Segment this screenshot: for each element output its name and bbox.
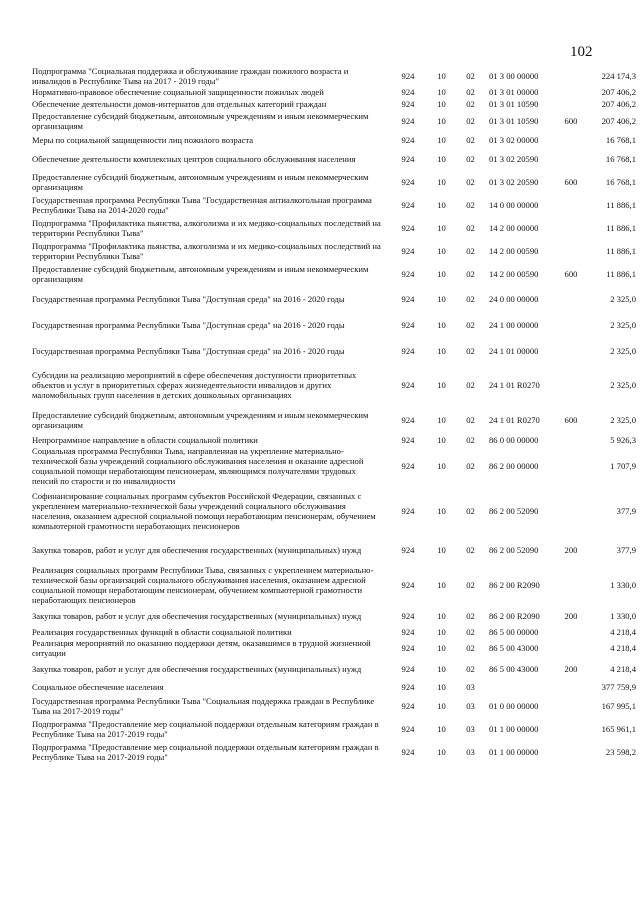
row-sum: 377,9	[616, 506, 636, 517]
row-sum: 1 330,0	[610, 611, 636, 622]
row-pr: 02	[466, 580, 475, 591]
row-sum: 224 174,3	[601, 71, 636, 82]
row-rz: 10	[437, 154, 446, 165]
row-sum: 1 330,0	[610, 580, 636, 591]
row-gr: 924	[401, 177, 415, 188]
row-pr: 02	[466, 320, 475, 331]
row-rz: 10	[437, 87, 446, 98]
row-rz: 10	[437, 200, 446, 211]
row-rz: 10	[437, 724, 446, 735]
row-vr: 600	[564, 269, 578, 280]
row-csr: 86 2 00 52090	[489, 545, 539, 556]
row-name: Государственная программа Республики Тыва "Доступная среда" на 2016 - 2020 годы	[32, 346, 345, 357]
row-vr	[559, 434, 583, 446]
row-gr: 924	[401, 346, 415, 357]
table-row	[32, 364, 636, 406]
row-gr: 924	[401, 701, 415, 712]
table-row	[32, 564, 636, 606]
row-csr: 01 0 00 00000	[489, 701, 539, 712]
row-csr: 86 2 00 R2090	[489, 611, 540, 622]
row-vr: 200	[564, 545, 578, 556]
row-sum: 4 218,4	[610, 664, 636, 675]
row-sum: 377 759,9	[601, 682, 636, 693]
row-rz: 10	[437, 415, 446, 426]
row-vr	[559, 98, 583, 110]
row-sum: 11 886,1	[606, 246, 636, 257]
row-vr	[559, 132, 583, 148]
row-rz: 10	[437, 435, 446, 446]
row-name: Предоставление субсидий бюджетным, автономным учреждениям и иным некоммерческим организациям	[32, 111, 369, 132]
row-gr: 924	[401, 682, 415, 693]
table-row	[32, 658, 636, 680]
row-rz: 10	[437, 294, 446, 305]
table-row	[32, 536, 636, 564]
row-gr: 924	[401, 246, 415, 257]
row-csr: 86 0 00 00000	[489, 435, 539, 446]
table-row	[32, 194, 636, 216]
row-vr	[559, 638, 583, 658]
row-rz: 10	[437, 545, 446, 556]
row-pr: 02	[466, 545, 475, 556]
row-sum: 11 886,1	[606, 200, 636, 211]
row-gr: 924	[401, 269, 415, 280]
row-rz: 10	[437, 506, 446, 517]
row-csr: 01 3 01 10590	[489, 99, 539, 110]
row-vr: 200	[564, 664, 578, 675]
row-vr	[559, 446, 583, 486]
table-row	[32, 740, 636, 764]
row-vr	[559, 286, 583, 312]
row-name: Предоставление субсидий бюджетным, автономным учреждениям и иным некоммерческим организациям	[32, 264, 369, 285]
row-pr: 02	[466, 506, 475, 517]
row-csr: 86 5 00 43000	[489, 643, 539, 654]
table-row	[32, 718, 636, 740]
row-csr: 01 1 00 00000	[489, 747, 539, 758]
row-csr: 01 3 01 10590	[489, 116, 539, 127]
row-rz: 10	[437, 643, 446, 654]
row-name: Предоставление субсидий бюджетным, автономным учреждениям и иным некоммерческим организациям	[32, 172, 369, 193]
row-gr: 924	[401, 99, 415, 110]
row-csr: 01 3 02 20590	[489, 177, 539, 188]
row-gr: 924	[401, 545, 415, 556]
row-csr: 01 3 01 00000	[489, 87, 539, 98]
row-pr: 02	[466, 87, 475, 98]
row-vr	[559, 148, 583, 170]
table-row	[32, 434, 636, 446]
table-row	[32, 312, 636, 338]
row-name: Социальная программа Республики Тыва, направленная на укрепление материально-технической базы учреждений социального обслуживания населения и оказание адресной социальной помощи неработающим пенсионерам, являющимся получателями трудовых пенсий по старости и по инвалидности	[32, 446, 364, 487]
row-sum: 207 406,2	[601, 87, 636, 98]
table-row	[32, 240, 636, 262]
row-sum: 1 707,9	[610, 461, 636, 472]
row-rz: 10	[437, 246, 446, 257]
row-sum: 377,9	[616, 545, 636, 556]
row-sum: 207 406,2	[601, 99, 636, 110]
table-row	[32, 338, 636, 364]
row-name: Закупка товаров, работ и услуг для обеспечения государственных (муниципальных) нужд	[32, 545, 362, 556]
row-vr: 600	[564, 415, 578, 426]
row-pr: 02	[466, 177, 475, 188]
row-rz: 10	[437, 320, 446, 331]
row-sum: 23 598,2	[605, 747, 636, 758]
row-pr: 02	[466, 246, 475, 257]
row-rz: 10	[437, 223, 446, 234]
row-pr: 02	[466, 294, 475, 305]
row-vr: 200	[564, 611, 578, 622]
row-gr: 924	[401, 415, 415, 426]
row-pr: 02	[466, 380, 475, 391]
row-pr: 02	[466, 627, 475, 638]
row-sum: 2 325,0	[610, 346, 636, 357]
table-row	[32, 606, 636, 626]
row-pr: 03	[466, 724, 475, 735]
row-pr: 02	[466, 200, 475, 211]
row-pr: 02	[466, 269, 475, 280]
row-gr: 924	[401, 380, 415, 391]
row-name: Реализация мероприятий по оказанию поддержки детям, оказавшимся в трудной жизненной ситуации	[32, 638, 371, 659]
row-sum: 2 325,0	[610, 415, 636, 426]
row-gr: 924	[401, 664, 415, 675]
row-gr: 924	[401, 87, 415, 98]
row-name: Субсидии на реализацию мероприятий в сфере обеспечения доступности приоритетных объектов и услуг в приоритетных сферах жизнедеятельности инвалидов и других маломобильных групп населения в детских дошкольных организациях	[32, 370, 357, 401]
row-name: Социальное обеспечение населения	[32, 682, 164, 693]
row-sum: 2 325,0	[610, 320, 636, 331]
row-sum: 16 768,1	[605, 177, 636, 188]
row-rz: 10	[437, 177, 446, 188]
budget-table	[32, 66, 636, 764]
row-name: Предоставление субсидий бюджетным, автономным учреждениям и иным некоммерческим организациям	[32, 410, 369, 431]
table-row	[32, 486, 636, 536]
row-pr: 02	[466, 611, 475, 622]
table-row	[32, 98, 636, 110]
table-row	[32, 262, 636, 286]
row-sum: 4 218,4	[610, 643, 636, 654]
row-sum: 4 218,4	[610, 627, 636, 638]
row-pr: 02	[466, 223, 475, 234]
row-name: Обеспечение деятельности домов-интернатов для отдельных категорий граждан	[32, 99, 327, 110]
row-csr: 01 3 02 00000	[489, 135, 539, 146]
row-gr: 924	[401, 435, 415, 446]
row-pr: 02	[466, 461, 475, 472]
row-csr: 86 5 00 43000	[489, 664, 539, 675]
row-gr: 924	[401, 223, 415, 234]
row-gr: 924	[401, 71, 415, 82]
row-csr: 86 5 00 00000	[489, 627, 539, 638]
table-row	[32, 638, 636, 658]
row-csr: 14 2 00 00590	[489, 269, 539, 280]
row-gr: 924	[401, 724, 415, 735]
row-sum: 16 768,1	[605, 135, 636, 146]
row-pr: 02	[466, 435, 475, 446]
row-csr: 14 2 00 00590	[489, 246, 539, 257]
table-row	[32, 286, 636, 312]
row-csr: 01 3 00 00000	[489, 71, 539, 82]
row-vr	[559, 564, 583, 606]
row-vr	[559, 486, 583, 536]
table-row	[32, 694, 636, 718]
row-rz: 10	[437, 269, 446, 280]
row-pr: 02	[466, 643, 475, 654]
row-name: Реализация государственных функций в области социальной политики	[32, 627, 292, 638]
row-gr: 924	[401, 580, 415, 591]
row-csr: 14 2 00 00000	[489, 223, 539, 234]
row-vr	[559, 86, 583, 98]
row-vr	[559, 680, 583, 694]
row-sum: 16 768,1	[605, 154, 636, 165]
table-row	[32, 148, 636, 170]
table-row	[32, 110, 636, 132]
row-name: Обеспечение деятельности комплексных центров социального обслуживания населения	[32, 154, 356, 165]
row-csr	[485, 680, 559, 694]
row-vr	[559, 740, 583, 764]
row-rz: 10	[437, 580, 446, 591]
table-row	[32, 216, 636, 240]
row-rz: 10	[437, 99, 446, 110]
row-name: Подпрограмма "Предоставление мер социальной поддержки отдельным категориям граждан в Республике Тыва на 2017-2019 годы"	[32, 742, 379, 763]
row-vr	[559, 312, 583, 338]
row-vr: 600	[564, 177, 578, 188]
row-rz: 10	[437, 135, 446, 146]
row-gr: 924	[401, 627, 415, 638]
row-pr: 03	[466, 701, 475, 712]
table-row	[32, 446, 636, 486]
row-pr: 02	[466, 664, 475, 675]
row-csr: 01 1 00 00000	[489, 724, 539, 735]
row-gr: 924	[401, 294, 415, 305]
row-name: Государственная программа Республики Тыва "Государственная антиалкогольная программа Республики Тыва на 2014-2020 годы"	[32, 195, 372, 216]
row-name: Софинансирование социальных программ субъектов Российской Федерации, связанных с укреплением материально-технической базы учреждений социального обслуживания населения, оказанием адресной социальной помощи неработающим пенсионерам, обучением компьютерной грамотности неработающих пенсионеров	[32, 491, 376, 532]
page-number: 102	[570, 44, 593, 60]
row-name: Закупка товаров, работ и услуг для обеспечения государственных (муниципальных) нужд	[32, 611, 362, 622]
table-row	[32, 86, 636, 98]
row-csr: 24 1 01 00000	[489, 346, 539, 357]
row-csr: 86 2 00 R2090	[489, 580, 540, 591]
row-csr: 24 1 00 00000	[489, 320, 539, 331]
row-name: Подпрограмма "Предоставление мер социальной поддержки отдельным категориям граждан в Республике Тыва на 2017-2019 годы"	[32, 719, 379, 740]
row-csr: 86 2 00 00000	[489, 461, 539, 472]
row-gr: 924	[401, 611, 415, 622]
row-rz: 10	[437, 682, 446, 693]
row-name: Закупка товаров, работ и услуг для обеспечения государственных (муниципальных) нужд	[32, 664, 362, 675]
row-vr: 600	[564, 116, 578, 127]
row-rz: 10	[437, 346, 446, 357]
row-rz: 10	[437, 611, 446, 622]
row-name: Государственная программа Республики Тыва "Доступная среда" на 2016 - 2020 годы	[32, 294, 345, 305]
row-rz: 10	[437, 664, 446, 675]
row-rz: 10	[437, 461, 446, 472]
row-name: Реализация социальных программ Республики Тыва, связанных с укреплением материально-технической базы организаций социального обслуживания населения, оказанием адресной социальной помощи неработающим пенсионерам, обучением компьютерной грамотности неработающих пенсионеров	[32, 565, 374, 606]
row-pr: 03	[466, 747, 475, 758]
row-sum: 207 406,2	[601, 116, 636, 127]
row-sum: 5 926,3	[610, 435, 636, 446]
row-csr: 14 0 00 00000	[489, 200, 539, 211]
row-csr: 24 1 01 R0270	[489, 380, 540, 391]
table-row	[32, 626, 636, 638]
row-sum: 165 961,1	[601, 724, 636, 735]
row-gr: 924	[401, 154, 415, 165]
row-vr	[559, 718, 583, 740]
row-pr: 02	[466, 135, 475, 146]
table-row	[32, 680, 636, 694]
row-name: Государственная программа Республики Тыва "Социальная поддержка граждан в Республике Тыва на 2017-2019 годы"	[32, 696, 375, 717]
row-sum: 2 325,0	[610, 380, 636, 391]
row-vr	[559, 364, 583, 406]
row-vr	[559, 626, 583, 638]
row-pr: 02	[466, 116, 475, 127]
row-sum: 11 886,1	[606, 269, 636, 280]
row-rz: 10	[437, 627, 446, 638]
row-sum: 2 325,0	[610, 294, 636, 305]
row-pr: 02	[466, 154, 475, 165]
row-name: Государственная программа Республики Тыва "Доступная среда" на 2016 - 2020 годы	[32, 320, 345, 331]
row-gr: 924	[401, 643, 415, 654]
row-pr: 02	[466, 346, 475, 357]
row-gr: 924	[401, 116, 415, 127]
row-gr: 924	[401, 200, 415, 211]
row-name: Меры по социальной защищенности лиц пожилого возраста	[32, 135, 254, 146]
row-pr: 02	[466, 71, 475, 82]
row-gr: 924	[401, 506, 415, 517]
row-vr	[559, 338, 583, 364]
row-vr	[559, 194, 583, 216]
row-name: Непрограммное направление в области социальной политики	[32, 435, 258, 446]
row-sum: 11 886,1	[606, 223, 636, 234]
row-rz: 10	[437, 71, 446, 82]
row-gr: 924	[401, 461, 415, 472]
row-gr: 924	[401, 135, 415, 146]
row-gr: 924	[401, 320, 415, 331]
row-csr: 01 3 02 20590	[489, 154, 539, 165]
row-csr: 24 1 01 R0270	[489, 415, 540, 426]
row-rz: 10	[437, 701, 446, 712]
row-rz: 10	[437, 116, 446, 127]
row-rz: 10	[437, 380, 446, 391]
row-vr	[559, 240, 583, 262]
row-pr: 02	[466, 99, 475, 110]
row-pr: 03	[466, 682, 475, 693]
row-vr	[559, 66, 583, 86]
row-name: Подпрограмма "Социальная поддержка и обслуживание граждан пожилого возраста и инвалидов в Республике Тыва на 2017 - 2019 годы"	[32, 66, 349, 87]
row-sum: 167 995,1	[601, 701, 636, 712]
row-name: Подпрограмма "Профилактика пьянства, алкоголизма и их медико-социальных последствий на территории Республики Тыва"	[32, 241, 381, 262]
table-row	[32, 132, 636, 148]
table-row	[32, 66, 636, 86]
row-csr: 86 2 00 52090	[489, 506, 539, 517]
row-vr	[559, 216, 583, 240]
row-name: Подпрограмма "Профилактика пьянства, алкоголизма и их медико-социальных последствий на территории Республики Тыва"	[32, 218, 381, 239]
row-vr	[559, 694, 583, 718]
table-row	[32, 406, 636, 434]
row-name: Нормативно-правовое обеспечение социальной защищенности пожилых людей	[32, 87, 324, 98]
row-gr: 924	[401, 747, 415, 758]
table-row	[32, 170, 636, 194]
row-csr: 24 0 00 00000	[489, 294, 539, 305]
row-pr: 02	[466, 415, 475, 426]
row-rz: 10	[437, 747, 446, 758]
